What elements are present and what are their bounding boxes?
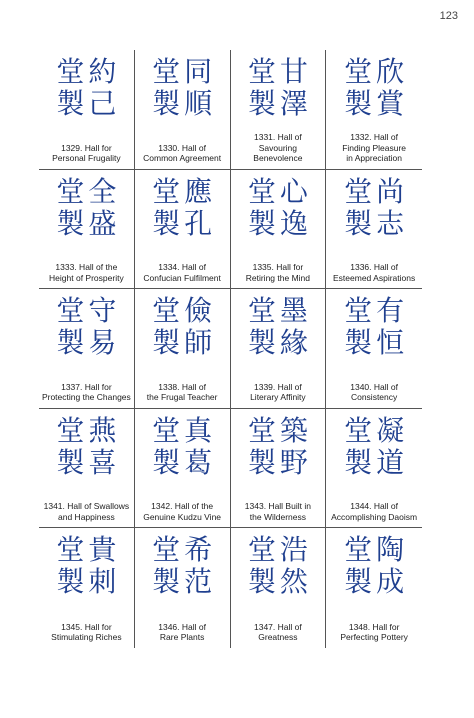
mark-character: 製: [152, 206, 181, 240]
mark-character: 堂: [152, 533, 181, 567]
hall-mark-characters: [39, 176, 134, 240]
mark-character: 同: [184, 55, 213, 88]
hall-mark-characters: [135, 415, 230, 479]
mark-right-column: [374, 56, 406, 120]
mark-character: 盛: [88, 206, 117, 240]
mark-character: 凝: [376, 413, 405, 447]
hall-mark-characters: [231, 295, 326, 359]
mark-left-column: [150, 56, 182, 120]
mark-character: 貴: [88, 533, 117, 567]
mark-caption: [137, 501, 228, 522]
mark-character: 製: [344, 87, 373, 120]
mark-caption: [137, 143, 228, 164]
caption-line: Savouring: [258, 142, 298, 153]
mark-character: 有: [376, 294, 405, 328]
caption-line: 1343. Hall Built in: [244, 501, 311, 512]
mark-left-column: [246, 534, 278, 598]
mark-right-column: [374, 176, 406, 240]
hall-mark-characters: [135, 295, 230, 359]
caption-line: Perfecting Pottery: [340, 632, 408, 643]
mark-left-column: [246, 56, 278, 120]
mark-cell: [326, 528, 422, 648]
caption-line: Finding Pleasure: [342, 142, 407, 153]
mark-character: 製: [56, 326, 85, 360]
mark-right-column: [278, 534, 310, 598]
mark-character: 易: [88, 326, 117, 360]
mark-character: 製: [344, 565, 373, 599]
mark-character: 己: [88, 87, 117, 120]
mark-character: 范: [184, 565, 213, 599]
caption-line: Rare Plants: [159, 632, 205, 643]
mark-character: 師: [184, 326, 213, 360]
mark-character: 野: [279, 445, 308, 479]
mark-character: 堂: [56, 174, 85, 208]
mark-right-column: [182, 56, 214, 120]
mark-character: 堂: [247, 55, 276, 88]
mark-cell: [326, 409, 422, 529]
mark-character: 然: [279, 565, 308, 599]
caption-line: Personal Frugality: [52, 153, 121, 164]
mark-cell: [231, 409, 327, 529]
caption-line: 1348. Hall for: [348, 621, 400, 632]
mark-caption: [328, 622, 420, 643]
mark-cell: [326, 50, 422, 170]
mark-left-column: [342, 56, 374, 120]
caption-line: 1336. Hall of: [350, 262, 398, 273]
mark-character: 浩: [279, 533, 308, 567]
mark-left-column: [54, 56, 86, 120]
mark-cell: [231, 170, 327, 290]
mark-right-column: [86, 415, 118, 479]
mark-caption: [233, 382, 324, 403]
mark-left-column: [54, 176, 86, 240]
caption-line: Stimulating Riches: [51, 632, 122, 643]
mark-caption: [328, 382, 420, 403]
hall-mark-characters: [326, 295, 422, 359]
caption-line: in Appreciation: [346, 153, 402, 164]
mark-character: 堂: [152, 55, 181, 88]
mark-cell: [39, 528, 135, 648]
caption-line: the Frugal Teacher: [146, 392, 218, 403]
mark-right-column: [374, 534, 406, 598]
mark-character: 堂: [344, 413, 373, 447]
mark-character: 儉: [184, 294, 213, 328]
mark-character: 堂: [344, 174, 373, 208]
mark-character: 製: [152, 326, 181, 360]
hall-mark-characters: [326, 415, 422, 479]
mark-caption: [233, 132, 324, 164]
caption-line: Retiring the Mind: [245, 272, 310, 283]
caption-line: Common Agreement: [143, 153, 222, 164]
mark-character: 葛: [184, 445, 213, 479]
mark-right-column: [182, 534, 214, 598]
mark-character: 約: [88, 55, 117, 88]
mark-right-column: [182, 176, 214, 240]
mark-character: 全: [88, 174, 117, 208]
mark-character: 堂: [247, 413, 276, 447]
caption-line: 1331. Hall of: [254, 132, 302, 143]
hall-mark-characters: [39, 56, 134, 120]
mark-right-column: [182, 415, 214, 479]
mark-character: 陶: [376, 533, 405, 567]
mark-character: 堂: [344, 55, 373, 88]
mark-character: 製: [56, 87, 85, 120]
mark-character: 製: [152, 445, 181, 479]
mark-character: 順: [184, 87, 213, 120]
mark-character: 製: [247, 206, 276, 240]
caption-line: 1340. Hall of: [350, 381, 398, 392]
mark-left-column: [246, 176, 278, 240]
mark-caption: [41, 143, 132, 164]
hall-mark-characters: [326, 176, 422, 240]
mark-character: 製: [56, 565, 85, 599]
mark-caption: [233, 262, 324, 283]
hall-mark-characters: [39, 415, 134, 479]
caption-line: Confucian Fulfilment: [143, 272, 221, 283]
mark-character: 孔: [184, 206, 213, 240]
hall-mark-characters: [135, 534, 230, 598]
mark-left-column: [342, 295, 374, 359]
mark-character: 堂: [152, 413, 181, 447]
mark-cell: [231, 528, 327, 648]
mark-character: 製: [152, 87, 181, 120]
caption-line: Accomplishing Daoism: [331, 511, 418, 522]
mark-character: 製: [152, 565, 181, 599]
mark-caption: [137, 622, 228, 643]
mark-right-column: [86, 176, 118, 240]
caption-line: 1333. Hall of the: [55, 262, 118, 273]
mark-character: 燕: [88, 413, 117, 447]
mark-character: 堂: [247, 294, 276, 328]
hall-mark-characters: [135, 176, 230, 240]
caption-line: and Happiness: [58, 511, 115, 522]
mark-cell: [135, 409, 231, 529]
mark-caption: [137, 382, 228, 403]
caption-line: Genuine Kudzu Vine: [143, 511, 222, 522]
mark-caption: [41, 262, 132, 283]
mark-caption: [41, 622, 132, 643]
mark-caption: [41, 382, 132, 403]
hall-mark-characters: [39, 295, 134, 359]
caption-line: 1341. Hall of Swallows: [43, 501, 130, 512]
mark-caption: [328, 501, 420, 522]
hall-mark-characters: [231, 56, 326, 120]
mark-cell: [39, 289, 135, 409]
mark-caption: [328, 132, 420, 164]
mark-character: 堂: [56, 413, 85, 447]
mark-right-column: [86, 56, 118, 120]
mark-character: 逸: [279, 206, 308, 240]
caption-line: Height of Prosperity: [49, 272, 124, 283]
mark-left-column: [342, 176, 374, 240]
mark-cell: [135, 289, 231, 409]
mark-right-column: [278, 415, 310, 479]
mark-character: 欣: [376, 55, 405, 88]
reign-mark-grid: [39, 50, 422, 648]
mark-cell: [39, 409, 135, 529]
mark-character: 墨: [279, 294, 308, 328]
mark-character: 製: [56, 206, 85, 240]
mark-right-column: [86, 295, 118, 359]
mark-character: 製: [344, 445, 373, 479]
caption-line: 1345. Hall for: [61, 621, 112, 632]
mark-left-column: [54, 295, 86, 359]
hall-mark-characters: [231, 176, 326, 240]
mark-cell: [326, 170, 422, 290]
mark-character: 堂: [152, 174, 181, 208]
mark-cell: [326, 289, 422, 409]
mark-character: 道: [376, 445, 405, 479]
hall-mark-characters: [326, 534, 422, 598]
mark-character: 堂: [247, 533, 276, 567]
mark-character: 應: [184, 174, 213, 208]
mark-character: 成: [376, 565, 405, 599]
mark-character: 製: [344, 206, 373, 240]
mark-character: 製: [344, 326, 373, 360]
mark-character: 恒: [376, 326, 405, 360]
caption-line: 1329. Hall for: [61, 142, 112, 153]
mark-left-column: [54, 415, 86, 479]
mark-caption: [328, 262, 420, 283]
mark-character: 堂: [56, 55, 85, 88]
mark-character: 築: [279, 413, 308, 447]
mark-caption: [137, 262, 228, 283]
hall-mark-characters: [135, 56, 230, 120]
mark-right-column: [374, 415, 406, 479]
mark-character: 緣: [279, 326, 308, 360]
caption-line: 1339. Hall of: [254, 381, 302, 392]
caption-line: 1334. Hall of: [158, 262, 206, 273]
mark-left-column: [246, 415, 278, 479]
caption-line: 1346. Hall of: [158, 621, 206, 632]
caption-line: Consistency: [350, 392, 398, 403]
mark-right-column: [278, 56, 310, 120]
mark-character: 製: [247, 445, 276, 479]
hall-mark-characters: [39, 534, 134, 598]
mark-right-column: [182, 295, 214, 359]
caption-line: 1335. Hall for: [252, 262, 304, 273]
mark-cell: [135, 528, 231, 648]
mark-right-column: [374, 295, 406, 359]
mark-cell: [39, 50, 135, 170]
mark-left-column: [150, 415, 182, 479]
mark-right-column: [278, 295, 310, 359]
hall-mark-characters: [231, 415, 326, 479]
mark-character: 尚: [376, 174, 405, 208]
mark-character: 希: [184, 533, 213, 567]
hall-mark-characters: [326, 56, 422, 120]
caption-line: Literary Affinity: [250, 392, 306, 403]
mark-character: 堂: [56, 533, 85, 567]
mark-left-column: [342, 415, 374, 479]
mark-caption: [233, 622, 324, 643]
mark-character: 堂: [56, 294, 85, 328]
mark-right-column: [86, 534, 118, 598]
caption-line: 1330. Hall of: [158, 142, 206, 153]
caption-line: 1342. Hall of the: [151, 501, 214, 512]
caption-line: 1338. Hall of: [158, 381, 206, 392]
mark-cell: [135, 170, 231, 290]
caption-line: Greatness: [258, 632, 298, 643]
caption-line: Protecting the Changes: [41, 392, 131, 403]
caption-line: 1337. Hall for: [61, 381, 112, 392]
mark-character: 堂: [152, 294, 181, 328]
mark-character: 真: [184, 413, 213, 447]
mark-character: 喜: [88, 445, 117, 479]
mark-character: 製: [247, 326, 276, 360]
caption-line: the Wilderness: [249, 511, 306, 522]
mark-character: 守: [88, 294, 117, 328]
mark-left-column: [342, 534, 374, 598]
mark-cell: [231, 289, 327, 409]
caption-line: 1347. Hall of: [254, 621, 302, 632]
mark-left-column: [150, 295, 182, 359]
page-number: 123: [439, 10, 458, 22]
mark-cell: [135, 50, 231, 170]
caption-line: Esteemed Aspirations: [333, 272, 416, 283]
mark-character: 堂: [344, 533, 373, 567]
mark-caption: [41, 501, 132, 522]
mark-right-column: [278, 176, 310, 240]
caption-line: 1332. Hall of: [350, 132, 398, 143]
caption-line: 1344. Hall of: [350, 501, 398, 512]
mark-character: 製: [56, 445, 85, 479]
mark-left-column: [150, 534, 182, 598]
mark-character: 甘: [279, 55, 308, 88]
mark-character: 製: [247, 565, 276, 599]
mark-left-column: [246, 295, 278, 359]
mark-character: 澤: [279, 87, 308, 120]
mark-character: 堂: [247, 174, 276, 208]
mark-left-column: [54, 534, 86, 598]
mark-character: 堂: [344, 294, 373, 328]
hall-mark-characters: [231, 534, 326, 598]
mark-character: 刺: [88, 565, 117, 599]
mark-left-column: [150, 176, 182, 240]
mark-character: 賞: [376, 87, 405, 120]
mark-caption: [233, 501, 324, 522]
caption-line: Benevolence: [253, 153, 303, 164]
mark-cell: [39, 170, 135, 290]
mark-cell: [231, 50, 327, 170]
mark-character: 志: [376, 206, 405, 240]
mark-character: 心: [279, 174, 308, 208]
mark-character: 製: [247, 87, 276, 120]
